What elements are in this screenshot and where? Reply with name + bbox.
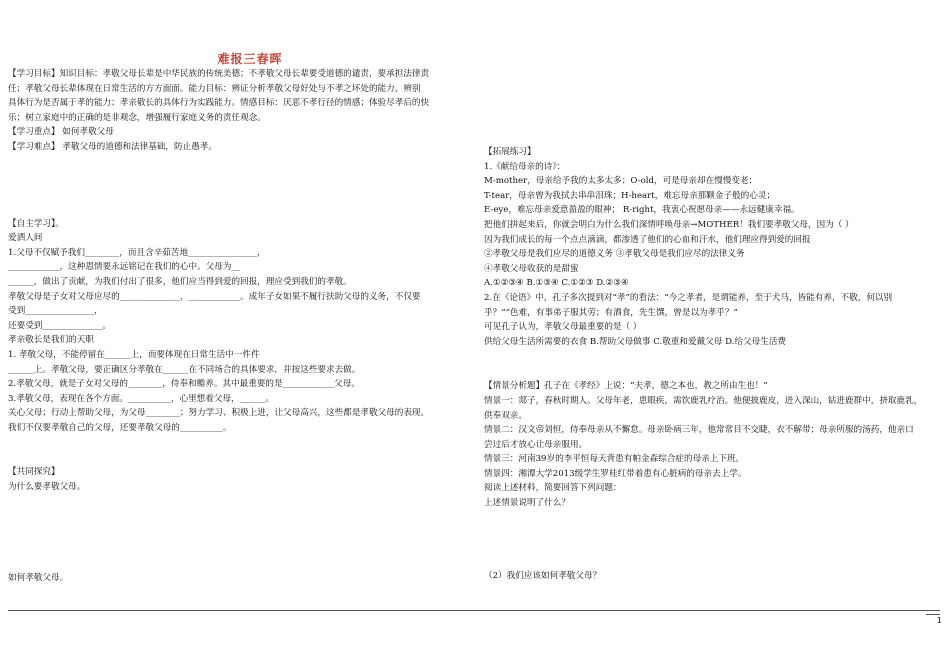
- page-number: 1: [936, 616, 942, 625]
- section-extension: 【拓展练习】: [484, 147, 536, 157]
- question-line: 1. 孝敬父母，不能停留在______上，而要体现在日常生活中一件件: [8, 349, 260, 360]
- case-analysis-line: 情景四：湘潭大学2013级学生罗桂红带着患有心脏病的母亲去上学。: [484, 468, 747, 479]
- question-line: 我们不仅要孝敬自己的父母，还要孝敬父母的__________。: [8, 422, 232, 433]
- footer-divider: [8, 610, 940, 611]
- case-analysis-line: 供奉双亲。: [484, 410, 527, 421]
- exercise-line: T-tear，母亲曾为我拭去串串泪珠；H-heart，难忘母亲那颗金子般的心灵；: [484, 190, 776, 201]
- question-line: 3.孝敬父母，表现在各个方面。__________，心里想着父母，______。: [8, 393, 275, 404]
- learning-goals-line: 【学习目标】知识目标：孝敬父母长辈是中华民族的传统美德；不孝敬父母长辈要受道德的谴责，要承担法律责: [8, 69, 430, 79]
- question-line: 1.父母不仅赋予我们________，而且含辛茹苦地________________，: [8, 247, 266, 258]
- exercise-line: M-mother，母亲给予我的太多太多；O-old，可是母亲却在慢慢变老；: [484, 176, 758, 187]
- explore-question: 为什么要孝敬父母。: [8, 482, 86, 493]
- exercise-line: ②孝敬父母是我们应尽的道德义务 ③孝敬父母是我们应尽的法律义务: [484, 249, 745, 260]
- case-analysis-line: 情景三：河南39岁的李平恒每天背患有帕金森综合症的母亲上下班。: [484, 454, 745, 465]
- learning-goals-line: 乐；树立家庭中的正确的是非观念，增强履行家庭义务的责任观念。: [8, 112, 266, 123]
- exercise-line: 因为我们成长的每一个点点滴滴，都渗透了他们的心血和汗水，他们理应得到爱的回报: [484, 234, 811, 245]
- question-line: 受到________________，: [8, 306, 103, 317]
- section-self-study: 【自主学习】。: [8, 218, 64, 229]
- question-line: ______上。孝敬父母，要正确区分孝敬在______在不同场合的具体要求，并按这些要求去做。: [8, 364, 361, 375]
- learning-goals-line: 具体行为是否属于孝的能力；孝亲敬长的具体行为实践能力。情感目标：厌恶不孝行径的情感；体验尽孝后的快: [8, 98, 430, 109]
- footer-divider-short: [926, 614, 940, 615]
- question-line: 关心父母；行动上帮助父母，为父母________；努力学习、积极上进，让父母高兴，这些都是孝敬父母的表现。: [8, 408, 430, 419]
- exercise-options: 供给父母生活所需要的衣食 B.帮助父母做事 C.敬重和爱戴父母 D.给父母生活费: [484, 336, 786, 347]
- learning-focus: 【学习重点】 如何孝敬父母: [8, 127, 114, 138]
- learning-difficulty: 【学习难点】 孝敬父母的道德和法律基础，防止愚孝。: [8, 141, 217, 152]
- subheading-duty: 孝亲敬长是我们的天职: [8, 335, 94, 346]
- question-line: 2.孝敬父母，就是子女对父母的________，侍奉和赡养。其中最重要的是____________父母。: [8, 379, 360, 390]
- case-analysis-line: 阅读上述材料，简要回答下列问题：: [484, 483, 622, 494]
- question-line: ______，做出了贡献，为我们付出了很多，他们应当得到爱的回报，理应受到我们的孝敬。: [8, 276, 352, 287]
- question-line: ____________，这种恩情要永远铭记在我们的心中。父母为__: [8, 262, 241, 273]
- question-line: 还要受到______________。: [8, 320, 112, 331]
- right-column: [484, 145, 944, 583]
- case-analysis-line: 【情景分析题】孔子在《孝经》上说：“夫孝，德之本也，教之所由生也！”: [484, 381, 768, 392]
- exercise-line: E-eye，难忘母亲爱意盈盈的眼神； R-right，我衷心祝愿母亲——永远健康幸福。: [484, 205, 800, 216]
- explore-question: 如何孝敬父母。: [8, 572, 69, 583]
- exercise-line: ④孝敬父母收获的是甜蜜: [484, 263, 579, 274]
- page-title: 难报三春晖: [217, 52, 283, 66]
- case-analysis-line: 情景一：郯子，春秋时期人。父母年老，患眼疾，需饮鹿乳疗治。他便披鹿皮，进入深山，钻进鹿群中，挤取鹿乳，: [484, 395, 923, 406]
- left-column: [8, 45, 470, 585]
- learning-goals-line: 任；孝敬父母长辈体现在日常生活的方方面面。能力目标：辨证分析孝敬父母好处与不孝之坏处的能力，辨别: [8, 83, 421, 94]
- exercise-line: 1.《献给母亲的诗》：: [484, 161, 566, 172]
- exercise-line: 把他们拼起来后，你就会明白为什么我们深情呼唤母亲→MOTHER！我们要孝敬父母，因为（ ）: [484, 219, 854, 230]
- exercise-options: A.①②③④ B.①③④ C.①②③ D.②③④: [484, 278, 629, 289]
- case-analysis-line: 尝过后才放心让母亲服用。: [484, 439, 588, 450]
- exercise-line: 乎？”“色难，有事弟子服其劳；有酒食，先生馔，曾是以为孝乎？”: [484, 307, 738, 318]
- exercise-line: 可见孔子认为，孝敬父母最重要的是（ ）: [484, 322, 642, 333]
- case-analysis-line: 情景二：汉文帝刘恒，侍奉母亲从不懈怠。母亲卧病三年，他常常目不交睫，衣不解带；母亲所服的汤药，他亲口: [484, 425, 914, 436]
- subheading-love: 爱洒人间: [8, 233, 43, 244]
- case-analysis-line: 上述情景说明了什么？: [484, 498, 570, 509]
- question-line: 孝敬父母是子女对父母应尽的______________，____________。成年子女如果不履行扶助父母的义务，不仅要: [8, 291, 421, 302]
- section-explore: 【共同探究】: [8, 467, 60, 478]
- case-analysis-line: （2）我们应该如何孝敬父母？: [484, 570, 602, 581]
- exercise-line: 2.在《论语》中，孔子多次提到对“孝”的看法：“今之孝者，是谓能养，至于犬马，皆能有养，不敬，何以别: [484, 292, 893, 303]
